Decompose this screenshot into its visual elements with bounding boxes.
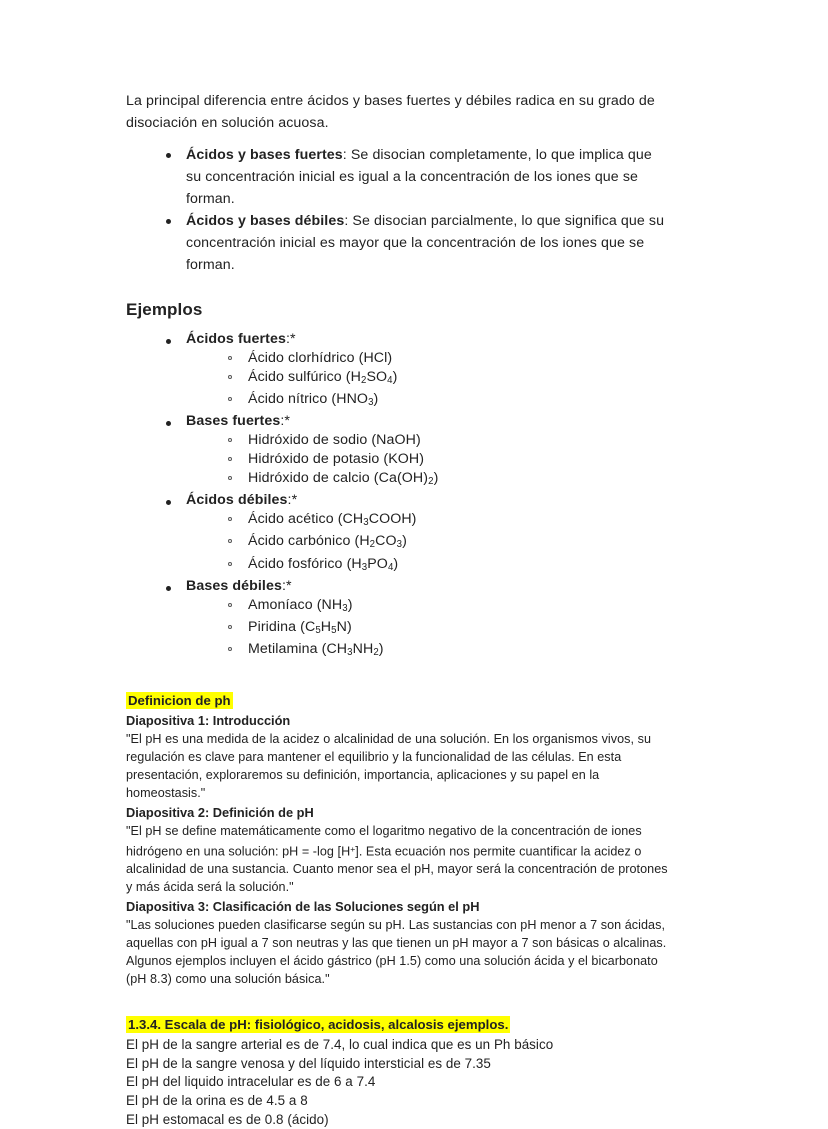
list-item: Hidróxido de sodio (NaOH) <box>226 431 670 450</box>
list-item: Ácido nítrico $(HNO_3)$ <box>226 390 670 412</box>
list-item: Ácido clorhídrico (HCl) <box>226 349 670 368</box>
slides-container <box>126 712 670 988</box>
intro-paragraph: La principal diferencia entre ácidos y bases fuertes y débiles radica en su grado de disociación en solución acuosa. <box>126 93 655 131</box>
slide-title: Diapositiva 3: Clasificación de las Soluciones según el pH <box>126 899 480 915</box>
list-item-label: Ácidos fuertes <box>186 331 286 347</box>
chemical-subscript: 3 <box>347 646 353 658</box>
list-item: Ácido fosfórico $(H_3PO_4)$ <box>226 555 670 577</box>
slide-body: "Las soluciones pueden clasificarse según su pH. Las sustancias con pH menor a 7 son ácidas, aquellas con pH igual a 7 son neutras y las que tienen un pH mayor a 7 son básicas o alcalinas. Algunos ejemplos incluyen el ácido gástrico (pH 1.5) como una solución ácida y el bicarbonato (pH 8.3) como una solución básica." <box>126 918 667 987</box>
chemical-subscript: 3 <box>361 561 368 573</box>
sublist <box>186 349 670 412</box>
list-item-label: Ácidos y bases débiles <box>186 213 345 229</box>
page-title-ejemplos: Ejemplos <box>126 300 203 319</box>
chemical-subscript: 3 <box>342 602 348 614</box>
charge-superscript: + <box>350 843 356 854</box>
chemical-subscript: 2 <box>373 646 379 658</box>
slide-title: Diapositiva 2: Definición de pH <box>126 804 314 820</box>
definition-highlight-heading-line <box>126 692 670 710</box>
list-item: Amoníaco $(NH_3)$ <box>226 596 670 618</box>
slide-body: "El pH se define matemáticamente como el logaritmo negativo de la concentración de iones hidrógeno en una solución: pH = -log [H+]. Esta ecuación nos permite cuantificar la acidez o alcalinidad de una sustancia. Cuanto menor sea el pH, mayor será la concentración de protones y más ácida será la solución." <box>126 823 668 895</box>
list-item <box>164 412 670 491</box>
scale-line: El pH de la orina es de 4.5 a 8 <box>126 1093 308 1109</box>
slide-title: Diapositiva 1: Introducción <box>126 712 291 728</box>
scale-line: El pH de la sangre venosa y del líquido intersticial es de 7.35 <box>126 1055 491 1071</box>
list-item-label: Ácidos débiles <box>186 492 288 509</box>
list-item: Ácido sulfúrico $(H_2SO_4)$ <box>226 368 670 390</box>
chemical-subscript: 2 <box>369 539 376 551</box>
chemical-subscript: 5 <box>331 624 337 636</box>
chemical-subscript: 5 <box>315 624 321 636</box>
scale-lines-container <box>126 1036 670 1129</box>
list-item-suffix: :* <box>280 413 291 430</box>
slide-body: "El pH es una medida de la acidez o alcalinidad de una solución. En los organismos vivos, su regulación es clave para mantener el equilibrio y la funcionalidad de las células. En esta presentación, exploraremos su definición, importancia, aplicaciones y su papel en la homeostasis." <box>126 731 652 800</box>
scale-highlight-heading-line <box>126 1016 670 1034</box>
chemical-subscript: 2 <box>428 476 434 488</box>
list-item: Hidróxido de calcio $(Ca(OH)_2)$ <box>226 469 670 491</box>
scale-section <box>126 1016 670 1129</box>
chemical-subscript: 4 <box>387 561 394 573</box>
list-item: Metilamina $(CH_3NH_2)$ <box>226 640 670 662</box>
list-item: Ácido carbónico $(H_2CO_3)$ <box>226 532 670 554</box>
list-item: Piridina $(C_5H_5N)$ <box>226 618 670 640</box>
list-item <box>164 144 670 210</box>
definition-section <box>126 692 670 988</box>
scale-line: El pH estomacal es de 0.8 (ácido) <box>126 1111 329 1127</box>
examples-list <box>126 330 670 662</box>
list-item <box>164 330 670 412</box>
list-item-label: Bases débiles <box>186 577 282 594</box>
chemical-subscript: 3 <box>363 517 369 529</box>
list-item: Hidróxido de potasio (KOH) <box>226 450 670 469</box>
scale-line: El pH de la sangre arterial es de 7.4, lo cual indica que es un Ph básico <box>126 1037 554 1053</box>
list-item-suffix: :* <box>285 331 296 347</box>
scale-highlight-heading: 1.3.4. Escala de pH: fisiológico, acidosis, alcalosis ejemplos. <box>128 1017 509 1033</box>
sublist <box>186 596 670 662</box>
list-item-suffix: :* <box>281 577 292 594</box>
list-item <box>164 491 670 576</box>
chemical-subscript: 4 <box>387 375 393 387</box>
list-item <box>164 210 670 276</box>
chemical-subscript: 3 <box>396 539 403 551</box>
chemical-subscript: 2 <box>360 375 367 387</box>
chemical-subscript: 3 <box>368 397 374 409</box>
definition-highlight-heading: Definicion de ph <box>128 692 231 708</box>
list-item-text: : Se disocian parcialmente, lo que significa que su concentración inicial es mayor que la concentración de los iones que se forman. <box>186 213 665 273</box>
list-item <box>164 577 670 662</box>
intro-bullet-list <box>126 144 670 276</box>
list-item-label: Bases fuertes <box>186 413 281 430</box>
scale-line: El pH del liquido intracelular es de 6 a 7.4 <box>126 1074 376 1090</box>
list-item: Ácido acético $(CH_3COOH)$ <box>226 510 670 532</box>
sublist <box>186 510 670 576</box>
examples-block <box>126 330 670 662</box>
list-item-text: : Se disocian completamente, lo que implica que su concentración inicial es igual a la concentración de los iones que se forman. <box>186 147 652 207</box>
sublist <box>186 431 670 491</box>
list-item-suffix: :* <box>287 492 298 509</box>
list-item-label: Ácidos y bases fuertes <box>186 147 343 163</box>
